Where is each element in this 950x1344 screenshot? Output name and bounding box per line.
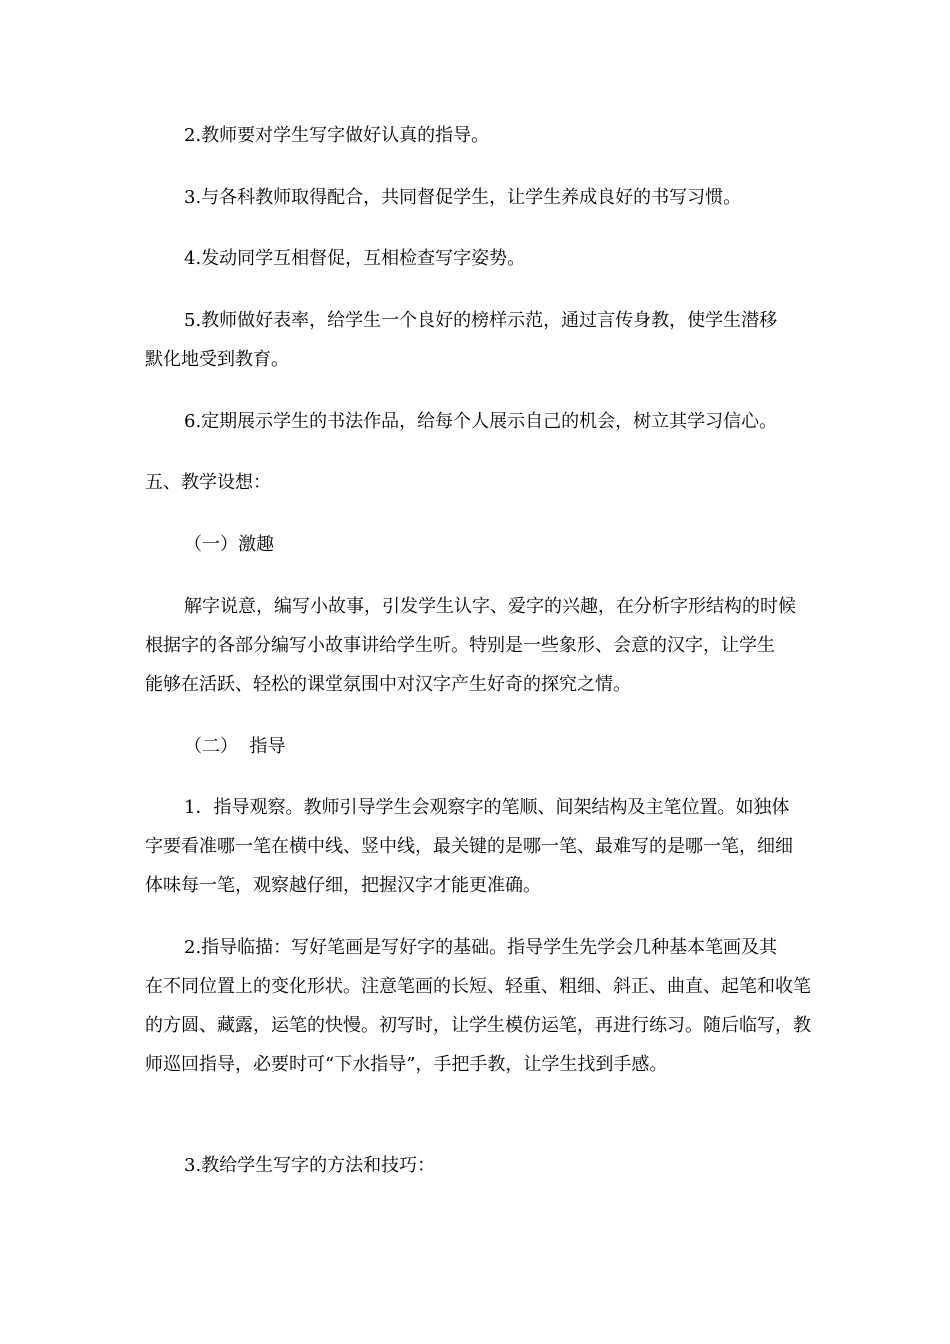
- guide-2-line3: 的方圆、藏露，运笔的快慢。初写时，让学生模仿运笔，再进行练习。随后临写，教: [145, 1015, 811, 1036]
- section-5-heading: 五、教学设想：: [145, 472, 271, 493]
- item-5-text-line2: 默化地受到教育。: [145, 349, 289, 370]
- subsection-2-heading: （二） 指导: [184, 736, 286, 757]
- guide-1-line3: 体味每一笔，观察越仔细，把握汉字才能更准确。: [145, 875, 541, 896]
- guide-1-line2: 字要看准哪一笔在横中线、竖中线，最关键的是哪一笔、最难写的是哪一笔，细细: [145, 836, 793, 857]
- guide-3-text: 3.教给学生写字的方法和技巧：: [184, 1155, 436, 1176]
- item-2-text: 2.教师要对学生写字做好认真的指导。: [184, 125, 490, 146]
- subsection-1-para-line3: 能够在活跃、轻松的课堂氛围中对汉字产生好奇的探究之情。: [145, 674, 631, 695]
- item-6-text: 6.定期展示学生的书法作品，给每个人展示自己的机会，树立其学习信心。: [184, 411, 778, 432]
- subsection-1-para-line1: 解字说意，编写小故事，引发学生认字、爱字的兴趣，在分析字形结构的时候: [184, 596, 796, 617]
- item-4-text: 4.发动同学互相督促，互相检查写字姿势。: [184, 248, 526, 269]
- subsection-1-heading: （一）激趣: [184, 534, 274, 555]
- guide-1-line1: 1．指导观察。教师引导学生会观察字的笔顺、间架结构及主笔位置。如独体: [184, 797, 790, 818]
- item-5-text-line1: 5.教师做好表率，给学生一个良好的榜样示范，通过言传身教，使学生潜移: [184, 310, 778, 331]
- item-3-text: 3.与各科教师取得配合，共同督促学生，让学生养成良好的书写习惯。: [184, 187, 742, 208]
- guide-2-line4: 师巡回指导，必要时可“下水指导”，手把手教，让学生找到手感。: [145, 1054, 668, 1075]
- guide-2-line1: 2.指导临描：写好笔画是写好字的基础。指导学生先学会几种基本笔画及其: [184, 937, 778, 958]
- subsection-1-para-line2: 根据字的各部分编写小故事讲给学生听。特别是一些象形、会意的汉字，让学生: [145, 635, 775, 656]
- guide-2-line2: 在不同位置上的变化形状。注意笔画的长短、轻重、粗细、斜正、曲直、起笔和收笔: [145, 976, 811, 997]
